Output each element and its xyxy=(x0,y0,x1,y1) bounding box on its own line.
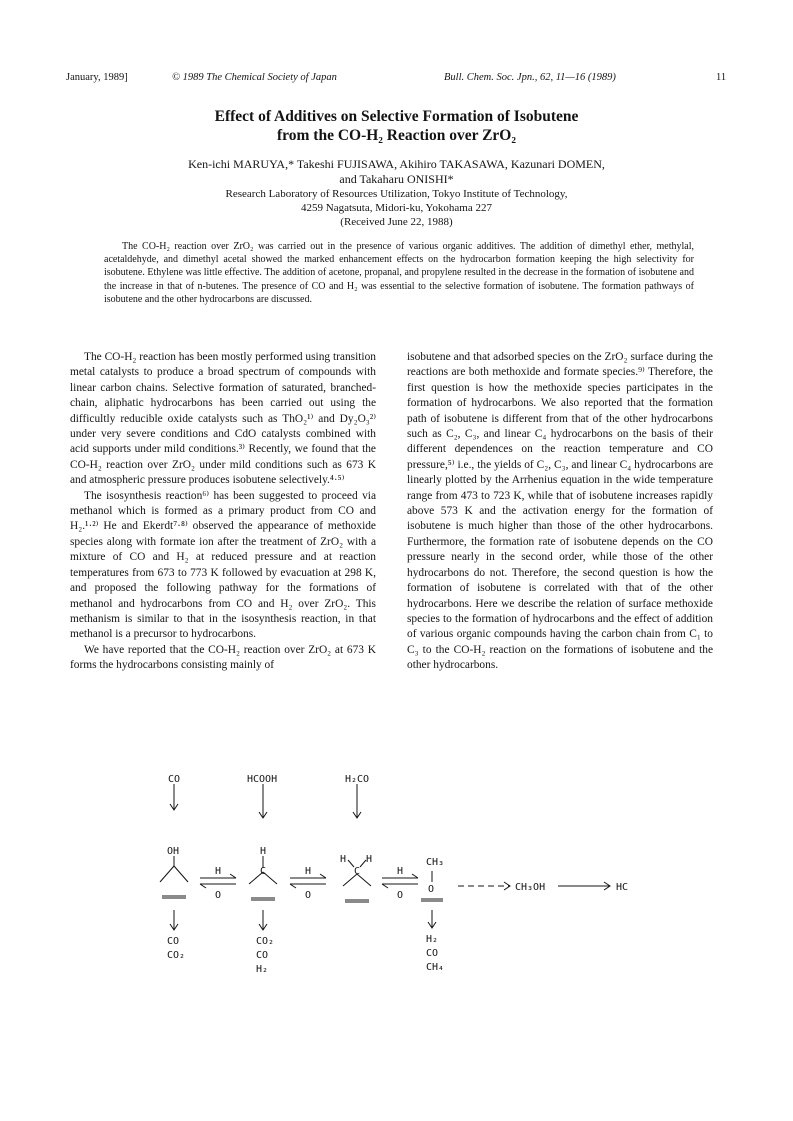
methanol-label: CH₃OH xyxy=(515,882,546,893)
running-header-journal: Bull. Chem. Soc. Jpn., 62, 11—16 (1989) xyxy=(444,72,616,83)
page-number: 11 xyxy=(716,72,727,83)
author-line-2: and Takaharu ONISHI* xyxy=(339,172,454,186)
formate-c-label: C xyxy=(260,866,267,877)
product-ch4: CH₄ xyxy=(426,962,445,973)
arrow-label-o-2: O xyxy=(305,890,312,901)
paragraph: The isosynthesis reaction⁶⁾ has been suggested to proceed via methanol which is formed as a primary product from CO and H₂.¹·²⁾ He and Ekerdt⁷·⁸⁾ observed the appearance of methoxide species along with formate ion after the treatment of ZrO₂ with a mixture of CO and H₂ at reduced pressure and at reaction temperatures from 673 to 773 K followed by evacuation at 298 K, and proposed the following pathway for the formations of methanol and hydrocarbons from CO and H₂ over ZrO₂. This methanism is similar to that in the isosynthesis reaction, in that methanol is a precursor to hydrocarbons. xyxy=(70,489,376,641)
product-co2-b: CO₂ xyxy=(256,936,275,947)
running-header-copyright: © 1989 The Chemical Society of Japan xyxy=(172,72,337,83)
methoxy-o-label: O xyxy=(428,884,435,895)
body-column-left xyxy=(70,350,376,674)
received-date: (Received June 22, 1988) xyxy=(340,216,453,228)
product-co-b: CO xyxy=(256,950,269,961)
running-header-left: January, 1989] xyxy=(66,72,128,83)
arrow-label-o-3: O xyxy=(397,890,404,901)
product-co: CO xyxy=(167,936,180,947)
methylene-c-label: C xyxy=(354,866,361,877)
affiliation-line-2: 4259 Nagatsuta, Midori-ku, Yokohama 227 xyxy=(301,202,492,214)
reaction-scheme xyxy=(150,770,660,995)
paper-title-line-2: from the CO-H₂ Reaction over ZrO₂ xyxy=(276,127,517,144)
hydroxyl-label: OH xyxy=(167,846,180,857)
paragraph: We have reported that the CO-H₂ reaction over ZrO₂ at 673 K forms the hydrocarbons consisting mainly of xyxy=(70,643,376,672)
reagent-co: CO xyxy=(168,774,181,785)
methyl-label: CH₃ xyxy=(426,857,445,868)
paragraph: The CO-H₂ reaction has been mostly performed using transition metal catalysts to produce a broad spectrum of compounds with linear carbon chains. Selective formation of saturated, branched-chain, aliphatic hydrocarbons has been carried out using the difficultly reducible oxide catalysts such as ThO₂¹⁾ and Dy₂O₃²⁾ under very severe conditions and CdO catalysts combined with acid supports under mild conditions.³⁾ Recently, we found that the CO-H₂ reaction over ZrO₂ under mild conditions such as 673 K and atmospheric pressure produces isobutene selectively.⁴·⁵⁾ xyxy=(70,351,376,487)
author-list xyxy=(0,157,793,187)
arrow-label-h-1: H xyxy=(215,866,222,877)
arrow-label-h-3: H xyxy=(397,866,404,877)
methylene-h-right: H xyxy=(366,854,373,865)
affiliation xyxy=(0,187,793,229)
product-h2: H₂ xyxy=(256,964,269,975)
hydrocarbon-label: HC xyxy=(616,882,629,893)
body-column-right xyxy=(407,350,713,674)
affiliation-line-1: Research Laboratory of Resources Utilization, Tokyo Institute of Technology, xyxy=(225,188,568,200)
formate-h-label: H xyxy=(260,846,267,857)
product-h2-c: H₂ xyxy=(426,934,439,945)
paper-title-line-1: Effect of Additives on Selective Formation of Isobutene xyxy=(214,108,579,125)
product-co2: CO₂ xyxy=(167,950,186,961)
methylene-h-left: H xyxy=(340,854,347,865)
reagent-hcooh: HCOOH xyxy=(247,774,278,785)
product-co-c: CO xyxy=(426,948,439,959)
arrow-label-o-1: O xyxy=(215,890,222,901)
author-line-1: Ken-ichi MARUYA,* Takeshi FUJISAWA, Akihiro TAKASAWA, Kazunari DOMEN, xyxy=(188,157,605,171)
abstract: The CO-H₂ reaction over ZrO₂ was carried out in the presence of various organic additives. The addition of dimethyl ether, methylal, acetaldehyde, and dimethyl acetal showed the marked enhancement effects on the hydrocarbon formation keeping the high selectivity for isobutene. Ethylene was little effective. The addition of acetone, propanal, and propylene resulted in the decrease in the formation of isobutene and the increase in that of n-butenes. The presence of CO and H₂ was essential to the selective formation of isobutene. The formation pathways of isobutene and the other hydrocarbons are discussed. xyxy=(104,241,694,305)
arrow-label-h-2: H xyxy=(305,866,312,877)
reagent-h2co: H₂CO xyxy=(345,774,370,785)
paragraph: isobutene and that adsorbed species on the ZrO₂ surface during the reactions are both methoxide and formate species.⁹⁾ Therefore, the first question is how the methoxide species participates in the formation of hydrocarbons. We also reported that the formation path of isobutene is different from that of the other hydrocarbons such as C₂, C₃, and linear C₄ hydrocarbons on the basis of their different dependences on the reaction temperature and CO pressure,⁵⁾ i.e., the yields of C₂, C₃, and linear C₄ hydrocarbons are linearly plotted by the Arrhenius equation in the wide temperature range from 473 to 723 K, while that of isobutene increases rapidly above 573 K and the activation energy for the formation of isobutene is much higher than those of the other hydrocarbons. Furthermore, the formation rate of isobutene depends on the CO pressure nearly in the second order, while those of the other hydrocarbons do not. Therefore, the second question is how the formation of isobutene is correlated with that of the other hydrocarbons. Here we describe the relation of surface methoxide species to the formation of hydrocarbons and the effect of addition of various organic compounds having the carbon chain from C₁ to C₃ to the CO-H₂ reaction on the formations of isobutene and the other hydrocarbons. xyxy=(407,351,713,672)
